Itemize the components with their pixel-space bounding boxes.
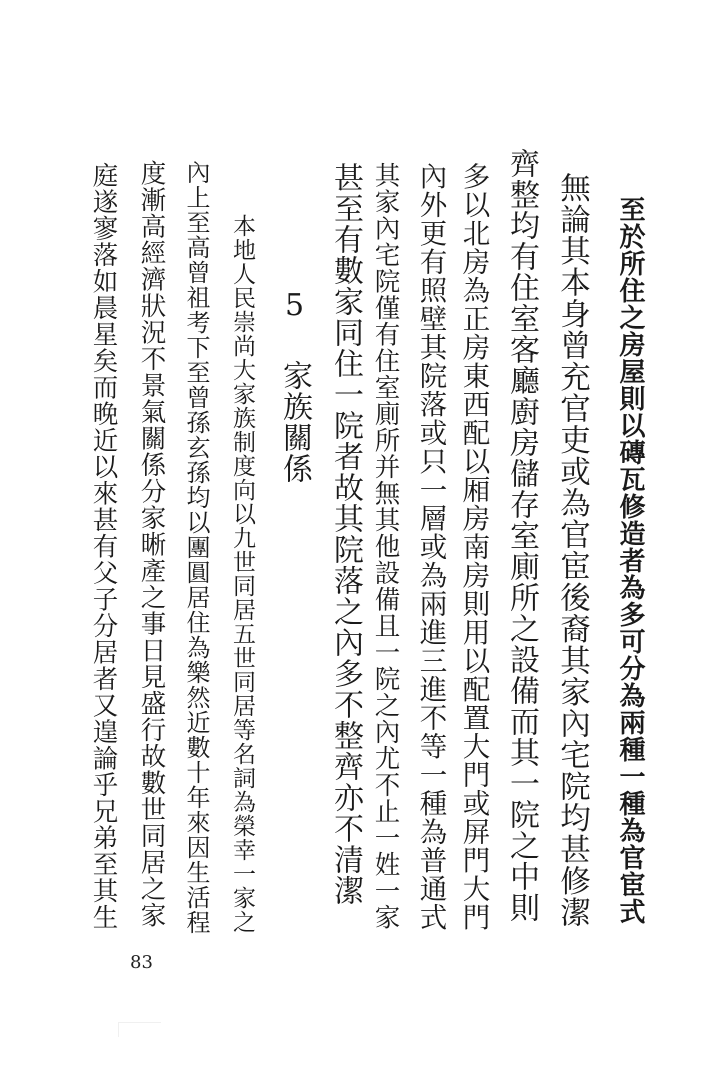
text-column-3: 齊整均有住室客廳廚房儲存室廁所之設備而其一院之中則: [504, 148, 539, 923]
text-column-4: 多以北房為正房東西配以厢房南房則用以配置大門或屏門大門: [457, 162, 490, 932]
page-number: 83: [130, 952, 153, 973]
text-column-5: 內外更有照壁其院落或只一層或為兩進三進不等一種為普通式: [414, 162, 447, 932]
section-heading: 5 家族關係: [277, 288, 312, 484]
scan-edge-mark: [118, 1022, 161, 1037]
text-column-11: 庭遂寥落如晨星矣而晚近以來甚有父子分居者又遑論乎兄弟至其生: [88, 162, 119, 931]
text-column-8: 本地人民崇尚大家族制度向以九世同居五世同居等名詞為榮幸一家之: [229, 214, 255, 934]
text-column-1: 至於所住之房屋則以磚瓦修造者為多可分為兩種一種為官宦式: [615, 196, 645, 925]
text-column-2: 無論其本身曾充官吏或為官宦後裔其家內宅院均甚修潔: [554, 172, 590, 928]
text-column-10: 度漸高經濟狀況不景氣關係分家晰產之事日見盛行故數世同居之家: [136, 160, 167, 929]
text-column-7: 甚至有數家同住一院者故其院落之內多不整齊亦不清潔: [328, 162, 363, 906]
text-column-6: 其家內宅院僅有住室廁所并無其他設備且一院之內尤不止一姓一家: [370, 162, 401, 931]
text-column-9: 內上至高曾祖考下至曾孫玄孫均以團圓居住為樂然近數十年來因生活程: [182, 160, 210, 935]
